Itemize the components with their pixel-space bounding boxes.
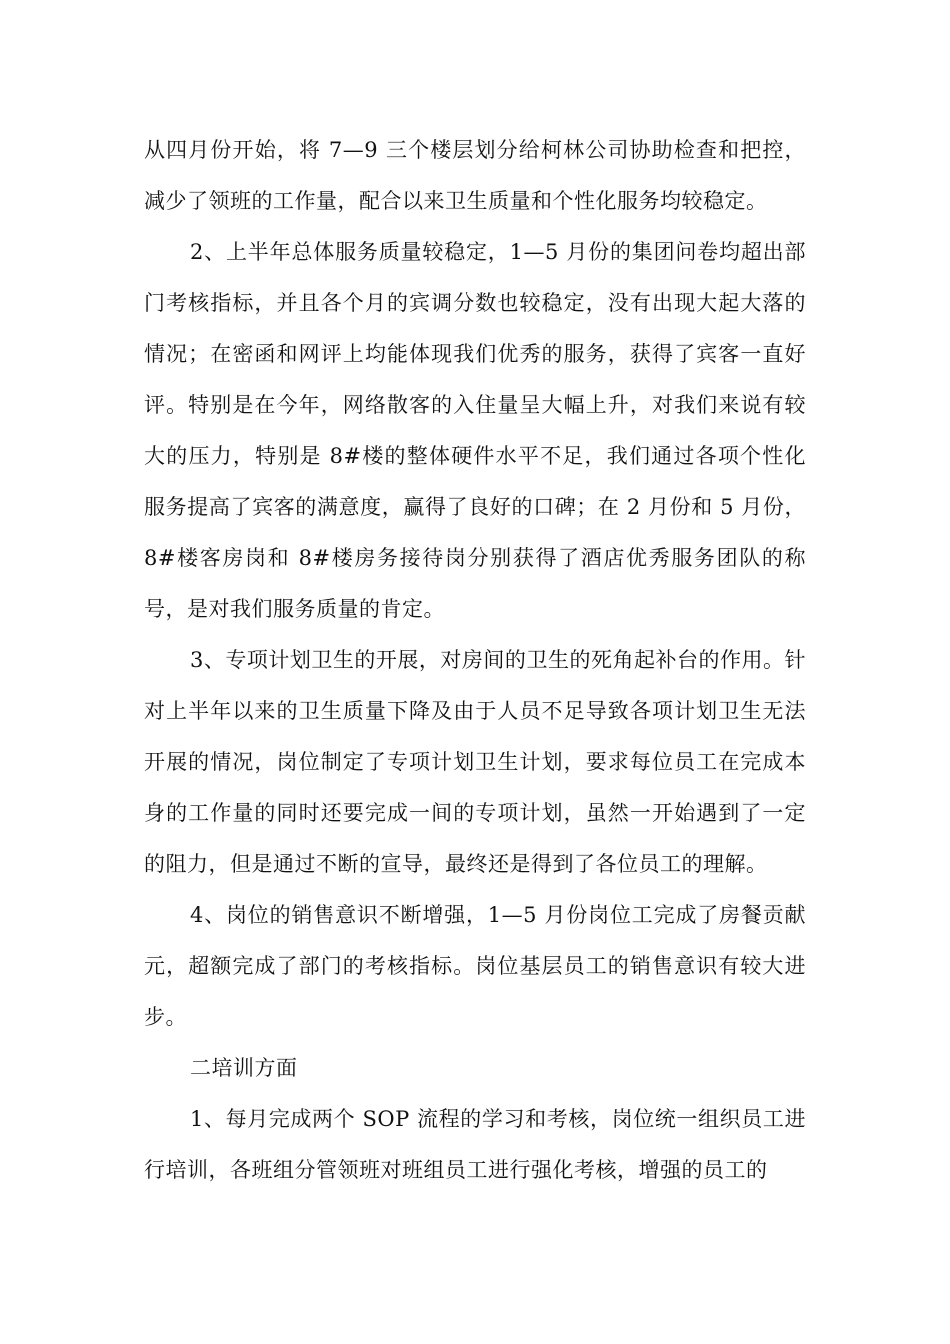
paragraph-sop-training: 1、每月完成两个 SOP 流程的学习和考核，岗位统一组织员工进行培训，各班组分管领班对班组员工进行强化考核，增强的员工的	[144, 1107, 806, 1182]
section-heading-training: 二培训方面	[190, 1056, 298, 1080]
paragraph-sales-awareness: 4、岗位的销售意识不断增强，1—5 月份岗位工完成了房餐贡献元，超额完成了部门的考核指标。岗位基层员工的销售意识有较大进步。	[144, 903, 806, 1029]
document-body	[144, 125, 806, 1196]
paragraph-service-quality: 2、上半年总体服务质量较稳定，1—5 月份的集团问卷均超出部门考核指标，并且各个月的宾调分数也较稳定，没有出现大起大落的情况；在密函和网评上均能体现我们优秀的服务，获得了宾客一直好评。特别是在今年，网络散客的入住量呈大幅上升，对我们来说有较大的压力，特别是 8#楼的整体硬件水平不足，我们通过各项个性化服务提高了宾客的满意度，赢得了良好的口碑；在 2 月份和 5 月份，8#楼客房岗和 8#楼房务接待岗分别获得了酒店优秀服务团队的称号，是对我们服务质量的肯定。	[144, 240, 806, 621]
paragraph-continuation: 从四月份开始，将 7—9 三个楼层划分给柯林公司协助检查和把控，减少了领班的工作量，配合以来卫生质量和个性化服务均较稳定。	[144, 138, 806, 213]
paragraph-special-cleaning: 3、专项计划卫生的开展，对房间的卫生的死角起补台的作用。针对上半年以来的卫生质量下降及由于人员不足导致各项计划卫生无法开展的情况，岗位制定了专项计划卫生计划，要求每位员工在完成本身的工作量的同时还要完成一间的专项计划，虽然一开始遇到了一定的阻力，但是通过不断的宣导，最终还是得到了各位员工的理解。	[144, 648, 806, 876]
